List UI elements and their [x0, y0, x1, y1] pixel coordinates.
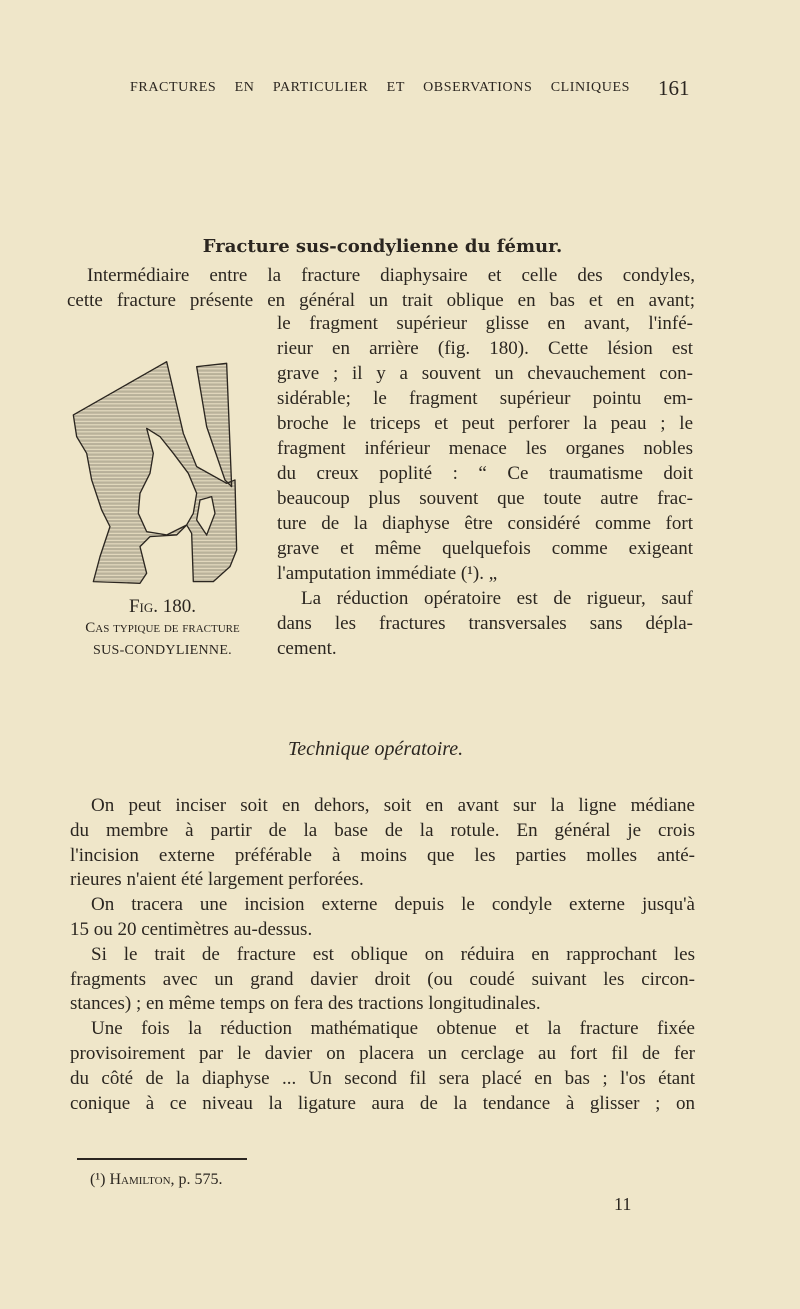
text-line: conique à ce niveau la ligature aura de la tendance à glisser ; on — [70, 1092, 695, 1114]
text-line: dans les fractures transversales sans dépla- — [277, 613, 693, 634]
text-line: ture de la diaphyse être considéré comme fort — [277, 513, 693, 534]
text-line: du côté de la diaphyse ... Un second fil sera placé en bas ; l'os étant — [70, 1067, 695, 1089]
text-line: broche le triceps et peut perforer la peau ; le — [277, 413, 693, 434]
footnote-rule — [77, 1158, 247, 1160]
text-line: fragment inférieur menace les organes nobles — [277, 438, 693, 459]
footnote-marker: (¹) — [90, 1171, 106, 1188]
text-line: On tracera une incision externe depuis le condyle externe jusqu'à — [91, 894, 695, 916]
text-line: 15 ou 20 centimètres au-dessus. — [70, 919, 313, 940]
section-title: Fracture sus-condylienne du fémur. — [202, 236, 563, 257]
figure-caption-line1: Cas typique de fracture — [85, 620, 240, 636]
footnote-author: Hamilton — [109, 1171, 171, 1188]
text-line: On peut inciser soit en dehors, soit en avant sur la ligne médiane — [91, 795, 695, 816]
text-line: l'amputation immédiate (¹). „ — [277, 563, 498, 584]
text-line: Intermédiaire entre la fracture diaphysaire et celle des condyles, — [87, 265, 695, 286]
signature-mark: 11 — [614, 1194, 632, 1214]
text-line: cette fracture présente en général un trait oblique en bas et en avant; — [67, 290, 695, 311]
footnote-ref: , p. 575. — [170, 1171, 223, 1188]
text-line: provisoirement par le davier on placera un cerclage au fort fil de fer — [70, 1043, 695, 1064]
figure-caption-line2: SUS-CONDYLIENNE. — [93, 643, 232, 658]
text-line: sidérable; le fragment supérieur pointu em- — [277, 388, 693, 409]
text-line: du creux poplité : “ Ce traumatisme doit — [277, 463, 693, 484]
text-line: grave ; il y a souvent un chevauchement con- — [277, 363, 693, 384]
patella-tendon-shape — [197, 363, 232, 486]
text-line: fragments avec un grand davier droit (ou coudé suivant les circon- — [70, 968, 695, 990]
text-line: Si le trait de fracture est oblique on réduira en rapprochant les — [91, 943, 695, 965]
figure-label: Fig. 180. — [128, 596, 197, 617]
page-number: 161 — [658, 76, 690, 100]
text-line: Une fois la réduction mathématique obtenue et la fracture fixée — [91, 1018, 695, 1040]
text-line: cement. — [277, 638, 337, 659]
footnote — [90, 1171, 223, 1189]
text-line: rieures n'aient été largement perforées. — [70, 869, 364, 891]
text-line: stances) ; en même temps on fera des tractions longitudinales. — [70, 993, 541, 1015]
text-line: beaucoup plus souvent que toute autre frac- — [277, 488, 693, 509]
text-line: La réduction opératoire est de rigueur, sauf — [301, 588, 693, 609]
text-line: grave et même quelquefois comme exigeant — [277, 538, 693, 559]
text-line: du membre à partir de la base de la rotule. En général je crois — [70, 819, 695, 841]
femur-fracture-figure — [60, 355, 260, 595]
subsection-title: Technique opératoire. — [288, 738, 464, 760]
text-line: l'incision externe préférable à moins que les parties molles anté- — [70, 844, 695, 866]
running-title: FRACTURES EN PARTICULIER ET OBSERVATIONS CLINIQUES — [130, 80, 630, 95]
text-line: rieur en arrière (fig. 180). Cette lésion est — [277, 338, 693, 359]
text-line: le fragment supérieur glisse en avant, l'infé- — [277, 313, 693, 334]
